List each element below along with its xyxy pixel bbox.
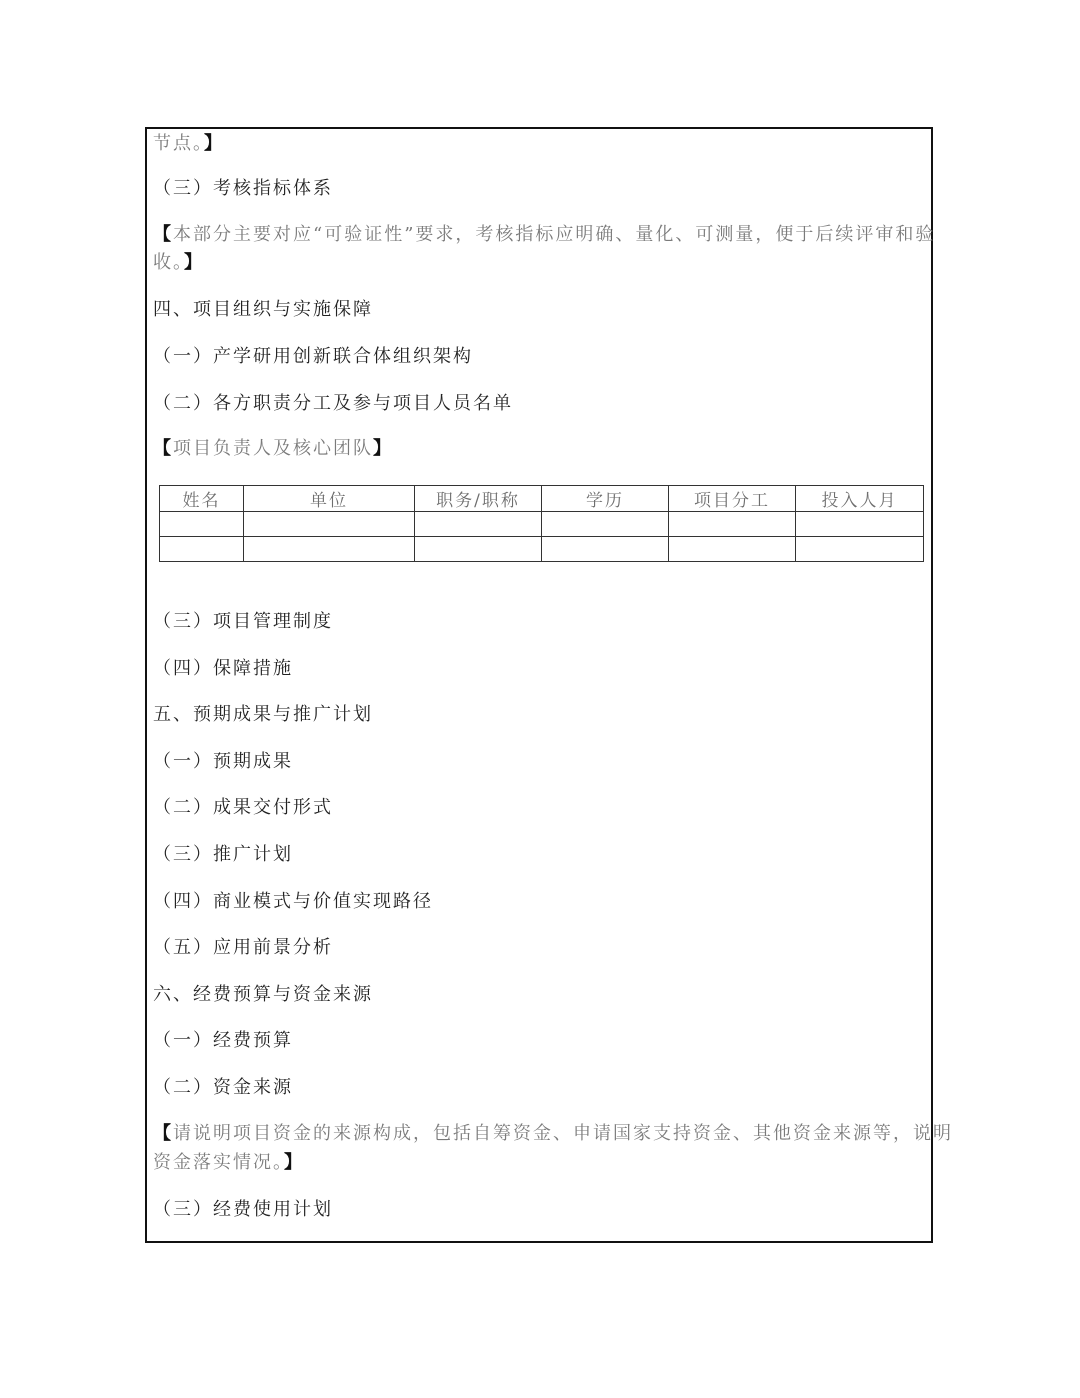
section-heading: （三）经费使用计划 bbox=[153, 1199, 333, 1220]
chapter-heading: 四、项目组织与实施保障 bbox=[153, 299, 373, 320]
section-heading: （三）考核指标体系 bbox=[153, 178, 333, 199]
note-text: 资金落实情况。 bbox=[153, 1152, 284, 1173]
bracket-close: 】 bbox=[373, 438, 393, 459]
chapter-heading: 五、预期成果与推广计划 bbox=[153, 704, 373, 725]
bracket-close: 】 bbox=[184, 252, 204, 273]
note-line bbox=[153, 1119, 953, 1149]
note-text: 请说明项目资金的来源构成，包括自筹资金、申请国家支持资金、其他资金来源等，说明 bbox=[173, 1123, 953, 1144]
team-table bbox=[159, 485, 924, 562]
chapter-heading: 六、经费预算与资金来源 bbox=[153, 984, 373, 1005]
note-line bbox=[153, 434, 925, 464]
note-text: 项目负责人及核心团队 bbox=[173, 438, 373, 459]
table-cell[interactable] bbox=[160, 512, 244, 537]
note-text: 节点。 bbox=[153, 133, 204, 154]
form-frame bbox=[145, 127, 953, 1243]
table-cell[interactable] bbox=[669, 512, 796, 537]
column-header: 职务/职称 bbox=[415, 486, 542, 512]
bracket-close: 】 bbox=[204, 133, 224, 154]
column-header: 单位 bbox=[244, 486, 415, 512]
bracket-open: 【 bbox=[153, 438, 173, 459]
table-header-row bbox=[160, 486, 924, 512]
column-header: 投入人月 bbox=[796, 486, 924, 512]
table-cell[interactable] bbox=[160, 537, 244, 562]
table-row bbox=[160, 512, 924, 537]
table-cell[interactable] bbox=[415, 512, 542, 537]
column-header: 姓名 bbox=[160, 486, 244, 512]
column-header: 项目分工 bbox=[669, 486, 796, 512]
section-heading: （一）产学研用创新联合体组织架构 bbox=[153, 346, 473, 367]
bracket-open: 【 bbox=[153, 224, 173, 245]
section-heading: （二）成果交付形式 bbox=[153, 797, 333, 818]
table-cell[interactable] bbox=[415, 537, 542, 562]
section-heading: （二）各方职责分工及参与项目人员名单 bbox=[153, 393, 513, 414]
note-line-tail bbox=[153, 129, 925, 159]
section-heading: （一）预期成果 bbox=[153, 751, 293, 772]
table-cell[interactable] bbox=[542, 537, 669, 562]
table-cell[interactable] bbox=[244, 512, 415, 537]
table-cell[interactable] bbox=[796, 537, 924, 562]
note-line bbox=[153, 248, 925, 278]
table-cell[interactable] bbox=[796, 512, 924, 537]
note-line bbox=[153, 220, 936, 250]
note-line bbox=[153, 1148, 925, 1178]
note-text: 本部分主要对应“可验证性”要求，考核指标应明确、量化、可测量，便于后续评审和验 bbox=[173, 224, 936, 245]
table-row bbox=[160, 537, 924, 562]
section-heading: （二）资金来源 bbox=[153, 1077, 293, 1098]
section-heading: （三）推广计划 bbox=[153, 844, 293, 865]
section-heading: （五）应用前景分析 bbox=[153, 937, 333, 958]
table-cell[interactable] bbox=[542, 512, 669, 537]
section-heading: （四）保障措施 bbox=[153, 658, 293, 679]
bracket-close: 】 bbox=[284, 1152, 304, 1173]
section-heading: （三）项目管理制度 bbox=[153, 611, 333, 632]
section-heading: （一）经费预算 bbox=[153, 1030, 293, 1051]
column-header: 学历 bbox=[542, 486, 669, 512]
bracket-open: 【 bbox=[153, 1123, 173, 1144]
table-cell[interactable] bbox=[669, 537, 796, 562]
section-heading: （四）商业模式与价值实现路径 bbox=[153, 891, 433, 912]
note-text: 收。 bbox=[153, 252, 184, 273]
table-cell[interactable] bbox=[244, 537, 415, 562]
